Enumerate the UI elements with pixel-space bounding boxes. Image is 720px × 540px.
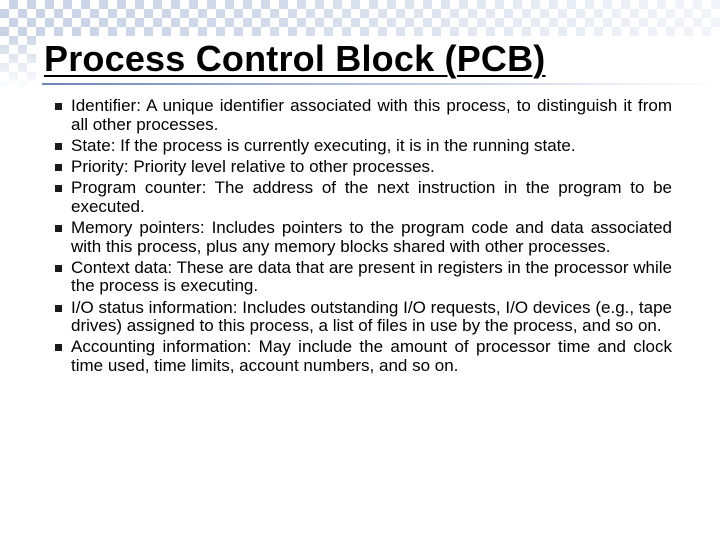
- square-bullet-icon: [55, 225, 62, 232]
- bullet-list: [0, 97, 720, 378]
- list-item-text: Context data: These are data that are present in registers in the processor while the process is executing.: [71, 257, 672, 296]
- list-item: [0, 259, 720, 296]
- list-item-text: Accounting information: May include the amount of processor time and clock time used, time limits, account numbers, and so on.: [71, 337, 672, 375]
- list-item: [0, 219, 720, 256]
- list-item-text: Program counter: The address of the next instruction in the program to be executed.: [71, 178, 672, 216]
- list-item: [0, 338, 720, 375]
- list-item: [0, 158, 720, 177]
- square-bullet-icon: [55, 103, 62, 110]
- list-item: [0, 137, 720, 156]
- list-item: [0, 299, 720, 336]
- square-bullet-icon: [55, 344, 62, 351]
- checker-pattern-decoration: [0, 0, 720, 36]
- square-bullet-icon: [55, 143, 62, 150]
- list-item-text: Identifier: A unique identifier associated with this process, to distinguish it from all other processes.: [71, 96, 672, 134]
- square-bullet-icon: [55, 164, 62, 171]
- slide-title: Process Control Block (PCB): [44, 38, 546, 79]
- title-divider: [42, 83, 718, 85]
- square-bullet-icon: [55, 185, 62, 192]
- list-item-text: I/O status information: Includes outstanding I/O requests, I/O devices (e.g., tape drives) assigned to this process, a list of files in use by the process, and so on.: [71, 297, 672, 336]
- list-item: [0, 179, 720, 216]
- square-bullet-icon: [55, 265, 62, 272]
- square-bullet-icon: [55, 305, 62, 312]
- checker-pattern-decoration-left: [0, 36, 36, 90]
- list-item-text: Priority: Priority level relative to other processes.: [71, 156, 435, 176]
- list-item-text: State: If the process is currently executing, it is in the running state.: [71, 135, 576, 155]
- list-item: [0, 97, 720, 134]
- list-item-text: Memory pointers: Includes pointers to the program code and data associated with this process, plus any memory blocks shared with other processes.: [71, 217, 672, 256]
